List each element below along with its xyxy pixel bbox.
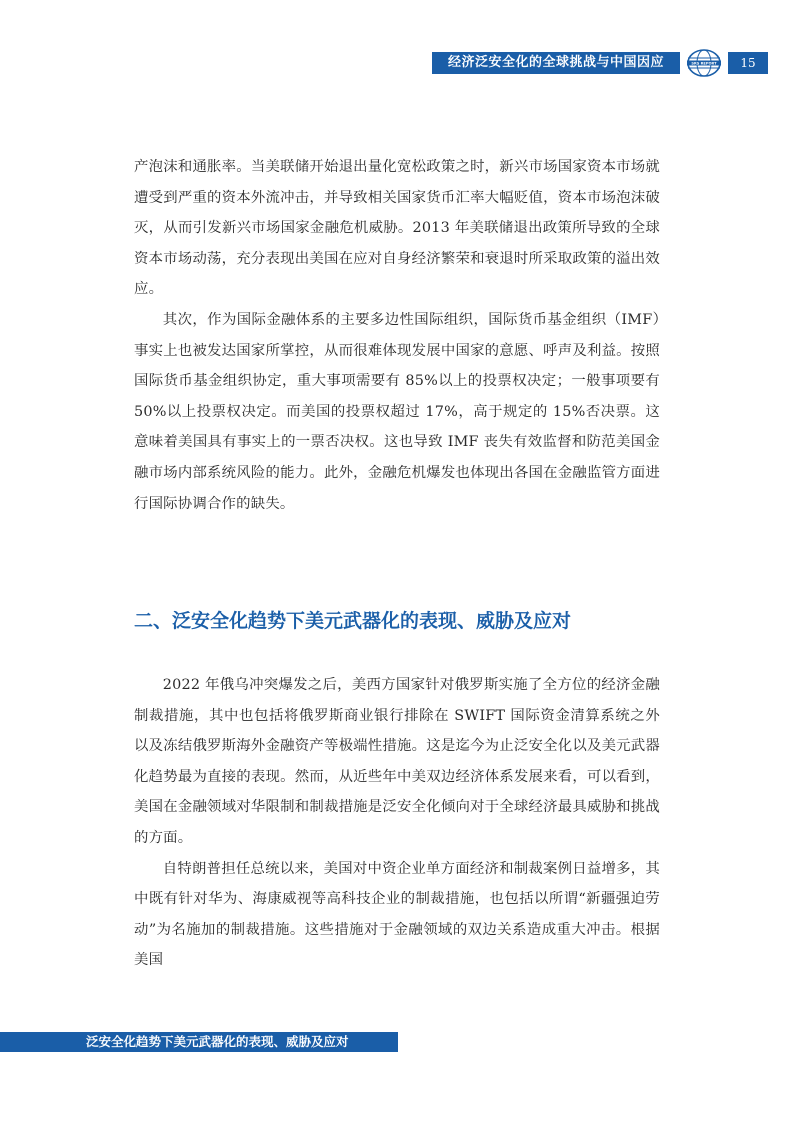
paragraph: 2022 年俄乌冲突爆发之后，美西方国家针对俄罗斯实施了全方位的经济金融制裁措施，其中也包括将俄罗斯商业银行排除在 SWIFT 国际资金清算系统之外以及冻结俄罗斯海外金融资产等极端性措施。这是迄今为止泛安全化以及美元武器化趋势最为直接的表现。然而，从近些年中美双边经济体系发展来看，可以看到，美国在金融领域对华限制和制裁措施是泛安全化倾向对于全球经济最具威胁和挑战的方面。: [134, 677, 660, 846]
paragraph: 自特朗普担任总统以来，美国对中资企业单方面经济和制裁案例日益增多，其中既有针对华为、海康威视等高科技企业的制裁措施，也包括以所谓“新疆强迫劳动”为名施加的制裁措施。这些措施对于金融领域的双边关系造成重大冲击。根据美国: [134, 860, 660, 969]
section-heading: 二、泛安全化趋势下美元武器化的表现、威胁及应对: [134, 610, 572, 632]
body-text-block-1: [134, 152, 660, 519]
logo-text: SRS REPORT: [691, 61, 717, 66]
running-header-title: 经济泛安全化的全球挑战与中国因应: [432, 52, 680, 74]
srs-report-logo-icon: [686, 48, 722, 78]
page-number: 15: [728, 52, 768, 74]
paragraph: 其次，作为国际金融体系的主要多边性国际组织，国际货币基金组织（IMF）事实上也被发达国家所掌控，从而很难体现发展中国家的意愿、呼声及利益。按照国际货币基金组织协定，重大事项需要有 85%以上的投票权决定；一般事项要有50%以上投票权决定。而美国的投票权超过 17%，高于规定的 15%否决票。这意味着美国具有事实上的一票否决权。这也导致 IMF 丧失有效监督和防范美国金融市场内部系统风险的能力。此外，金融危机爆发也体现出各国在金融监管方面进行国际协调合作的缺失。: [134, 311, 660, 512]
running-footer-title: 泛安全化趋势下美元武器化的表现、威胁及应对: [0, 1032, 398, 1052]
paragraph: 产泡沫和通胀率。当美联储开始退出量化宽松政策之时，新兴市场国家资本市场就遭受到严重的资本外流冲击，并导致相关国家货币汇率大幅贬值，资本市场泡沫破灭，从而引发新兴市场国家金融危机威胁。2013 年美联储退出政策所导致的全球资本市场动荡，充分表现出美国在应对自身经济繁荣和衰退时所采取政策的溢出效应。: [134, 159, 660, 298]
body-text-block-2: [134, 670, 660, 976]
